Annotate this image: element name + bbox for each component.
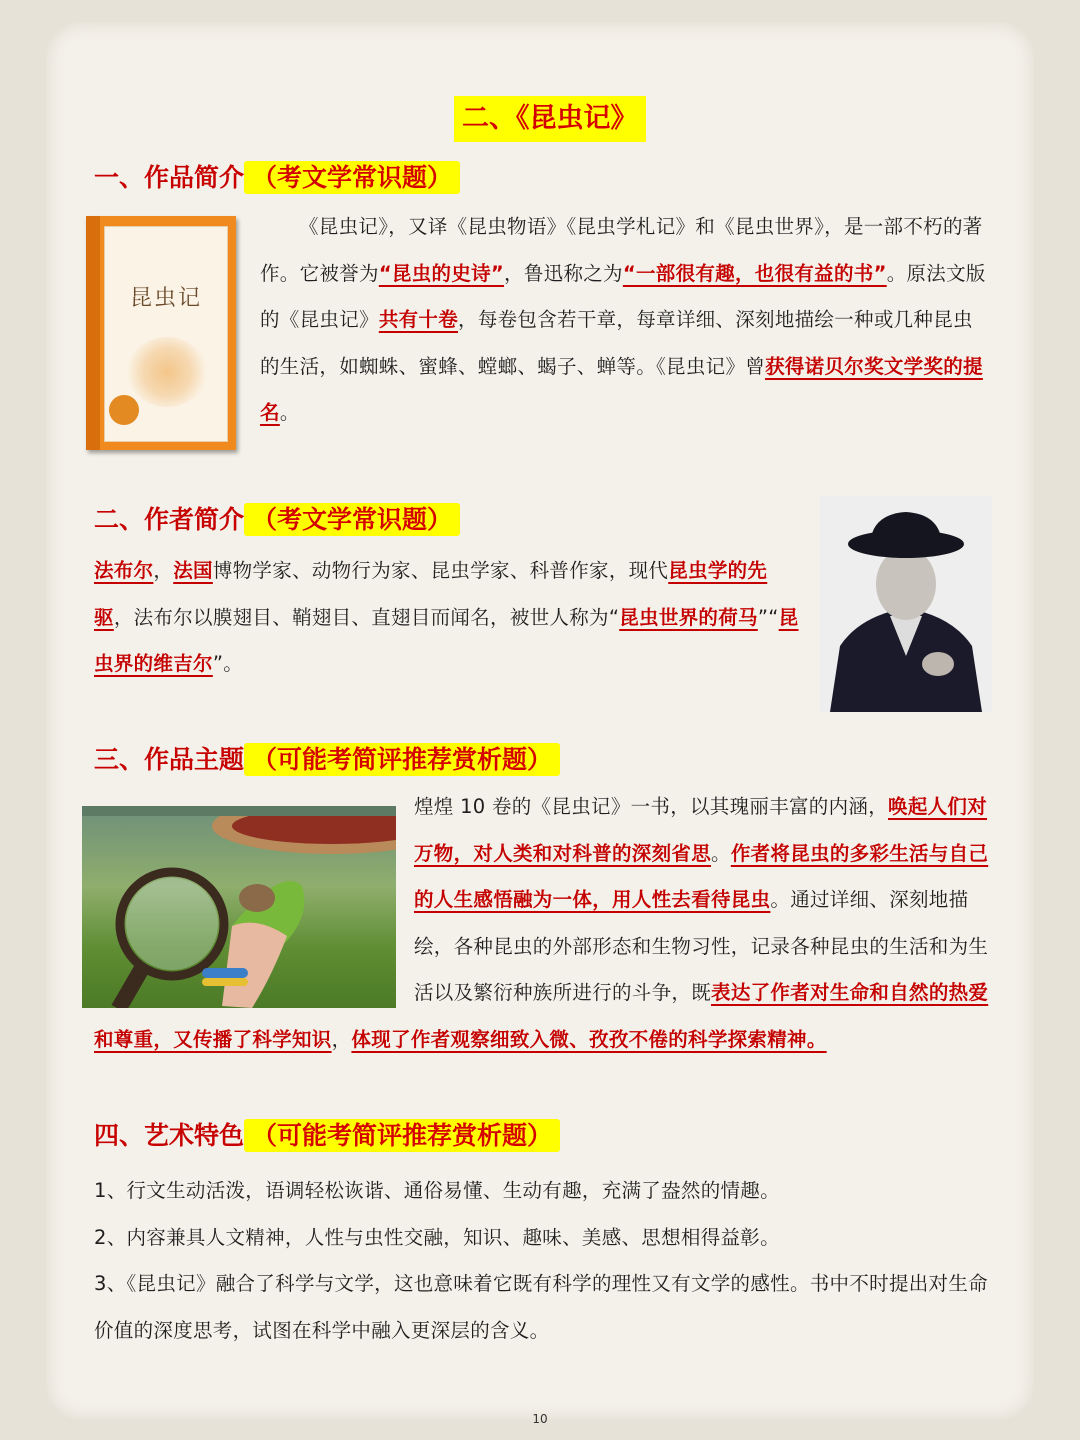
author-portrait-image <box>820 496 992 712</box>
book-cover-inner <box>104 226 228 442</box>
section-tag: （考文学常识题） <box>244 161 460 194</box>
section-title: 二、作者简介 <box>94 505 245 534</box>
intro-highlight: 共有十卷 <box>378 308 459 331</box>
theme-text: 。 <box>711 841 731 865</box>
document-title: 二、《昆虫记》 <box>454 96 646 142</box>
intro-text: ，每卷包含若干章，每章详细、深刻地描绘一种或几种昆虫的生活，如蜘蛛、蜜蜂、螳螂、蝎子、蝉等。《昆虫记》曾 <box>260 308 973 378</box>
book-spine <box>86 216 100 450</box>
theme-highlight: 体现了作者观察细致入微、孜孜不倦的科学探索精神。 <box>351 1027 827 1051</box>
section-heading-art <box>94 1114 560 1158</box>
photo-float-spacer <box>94 784 414 1016</box>
author-text: ”。 <box>212 652 244 675</box>
author-highlight: 昆虫学的先驱 <box>94 559 768 629</box>
intro-text: ，鲁迅称之为 <box>504 261 623 285</box>
book-cover-badge <box>109 395 139 425</box>
theme-text: 。通过详细、深刻地描绘，各种昆虫的外部形态和生物习性，记录各种昆虫的生活和为生活以及繁衍种族所进行的斗争，既 <box>414 888 989 1004</box>
theme-paragraph <box>94 784 992 1063</box>
intro-highlight: “昆虫的史诗” <box>378 261 505 285</box>
section-heading-intro <box>94 156 460 200</box>
book-cover-illustration <box>127 337 207 407</box>
author-text: ，法布尔以膜翅目、鞘翅目、直翅目而闻名，被世人称为“ <box>113 605 620 629</box>
theme-highlight: 唤起人们对万物，对人类和对科普的深刻省思 <box>414 795 988 865</box>
intro-text: 。原法文版的《昆虫记》 <box>260 261 986 331</box>
book-cover-image <box>86 216 236 450</box>
author-text: ”“ <box>757 605 779 629</box>
author-text: ， <box>153 559 174 582</box>
section-title: 三、作品主题 <box>94 745 245 774</box>
theme-text: 煌煌 10 卷的《昆虫记》一书，以其瑰丽丰富的内涵， <box>414 795 889 818</box>
author-highlight: 昆虫世界的荷马 <box>619 605 758 629</box>
theme-text: ， <box>331 1027 352 1051</box>
intro-text: 。 <box>279 401 300 424</box>
intro-paragraph <box>260 204 992 437</box>
portrait-drawing <box>820 496 992 712</box>
section-tag: （可能考简评推荐赏析题） <box>244 1119 560 1152</box>
page-number: 10 <box>532 1412 548 1426</box>
author-text: 博物学家、动物行为家、昆虫学家、科普作家，现代 <box>212 559 669 582</box>
intro-text: 《昆虫记》，又译《昆虫物语》《昆虫学札记》和《昆虫世界》，是一部不朽的著作。它被誉为 <box>260 215 983 285</box>
author-highlight: 法布尔 <box>94 559 154 582</box>
art-item: 1、行文生动活泼，语调轻松诙谐、通俗易懂、生动有趣，充满了盎然的情趣。 <box>94 1179 780 1202</box>
section-title: 一、作品简介 <box>94 163 245 192</box>
author-paragraph <box>94 548 806 688</box>
author-highlight: 昆虫界的维吉尔 <box>94 605 799 675</box>
art-item: 3、《昆虫记》融合了科学与文学，这也意味着它既有科学的理性又有文学的感性。书中不时提出对生命价值的深度思考，试图在科学中融入更深层的含义。 <box>94 1272 988 1342</box>
intro-highlight: “一部很有趣，也很有益的书” <box>622 261 887 285</box>
theme-highlight: 表达了作者对生命和自然的热爱和尊重，又传播了科学知识 <box>94 981 989 1051</box>
intro-highlight: 获得诺贝尔奖文学奖的提名 <box>260 354 983 424</box>
author-highlight: 法国 <box>173 559 213 582</box>
section-title: 四、艺术特色 <box>94 1121 245 1150</box>
section-heading-author <box>94 498 460 542</box>
book-cover-title: 昆虫记 <box>129 286 202 311</box>
art-item: 2、内容兼具人文精神，人性与虫性交融，知识、趣味、美感、思想相得益彰。 <box>94 1225 780 1249</box>
section-tag: （考文学常识题） <box>244 503 460 536</box>
section-tag: （可能考简评推荐赏析题） <box>244 743 560 776</box>
art-list <box>94 1168 992 1354</box>
theme-highlight: 作者将昆虫的多彩生活与自己的人生感悟融为一体，用人性去看待昆虫 <box>414 841 989 911</box>
section-heading-theme <box>94 738 560 782</box>
